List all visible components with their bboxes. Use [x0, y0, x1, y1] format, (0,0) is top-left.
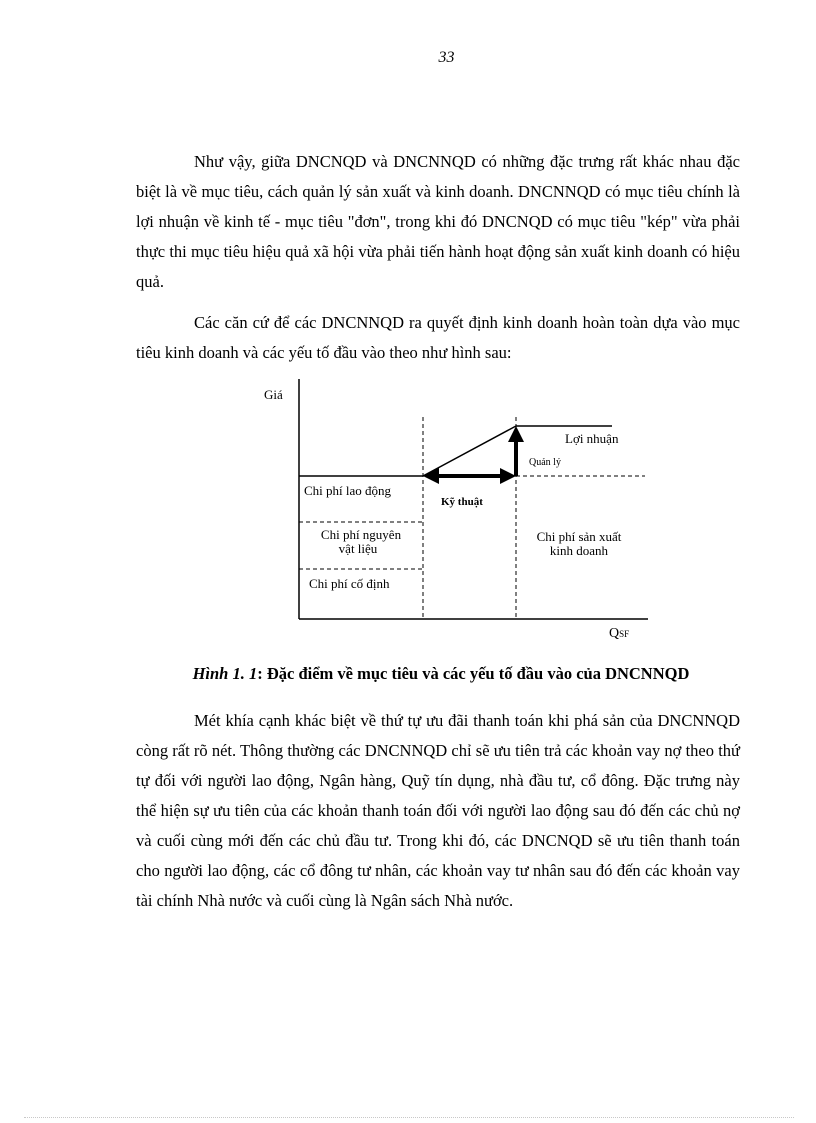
profit-label: Lợi nhuận	[565, 431, 619, 446]
figure-caption-label: Hình 1. 1	[192, 664, 258, 683]
x-axis-label-sub: SF	[619, 629, 630, 639]
technique-arrow-head-left	[423, 468, 439, 484]
profit-slope-line	[423, 426, 516, 476]
production-cost-label-2: kinh doanh	[549, 543, 609, 558]
material-cost-label-2: vật liệu	[338, 541, 378, 556]
material-cost-label-1: Chi phí nguyên	[320, 527, 402, 542]
page-number: 33	[438, 49, 455, 66]
y-axis-label: Giá	[264, 387, 283, 402]
figure-caption-text: : Đặc điểm về mục tiêu và các yếu tố đầu vào của DNCNNQD	[257, 664, 690, 683]
technique-label: Kỹ thuật	[441, 496, 483, 508]
management-label: Quản lý	[529, 457, 561, 468]
x-axis-label-main: Q	[609, 626, 620, 641]
footer-divider	[24, 1117, 794, 1118]
paragraph-1: Như vậy, giữa DNCNQD và DNCNNQD có những đặc trưng rất khác nhau đặc biệt là về mục tiêu, cách quản lý sản xuất và kinh doanh. DNCNNQD có mục tiêu chính là lợi nhuận về kinh tế - mục tiêu "đơn", trong khi đó DNCNQD có mục tiêu "kép" vừa phải thực thi mục tiêu hiệu quả xã hội vừa phải tiến hành hoạt động sản xuất kinh doanh có hiệu quả.	[136, 152, 740, 291]
labor-cost-label: Chi phí lao động	[304, 483, 392, 498]
fixed-cost-label: Chi phí cố định	[309, 576, 390, 591]
production-cost-label-1: Chi phí sản xuất	[536, 529, 622, 544]
paragraph-3: Mét khía cạnh khác biệt về thứ tự ưu đãi thanh toán khi phá sản của DNCNNQD còng rất rõ nét. Thông thường các DNCNNQD chỉ sẽ ưu tiên trả các khoản vay nợ theo thứ tự đối với người lao động, Ngân hàng, Quỹ tín dụng, nhà đầu tư, cổ đông. Đặc trưng này thể hiện sự ưu tiên của các khoản thanh toán đối với người lao động sau đó đến các chủ nợ và cuối cùng mới đến các chủ đầu tư. Trong khi đó, các DNCNQD sẽ ưu tiên thanh toán cho người lao động, các cổ đông tư nhân, các khoản vay tư nhân sau đó đến các khoản vay tài chính Nhà nước và cuối cùng là Ngân sách Nhà nước.	[136, 711, 740, 910]
figure-diagram	[245, 375, 665, 645]
figure-caption	[0, 664, 816, 684]
x-axis-label	[609, 626, 629, 641]
technique-arrow-head-right	[500, 468, 516, 484]
paragraph-2: Các căn cứ để các DNCNNQD ra quyết định kinh doanh hoàn toàn dựa vào mục tiêu kinh doanh và các yếu tố đầu vào theo như hình sau:	[136, 313, 740, 362]
